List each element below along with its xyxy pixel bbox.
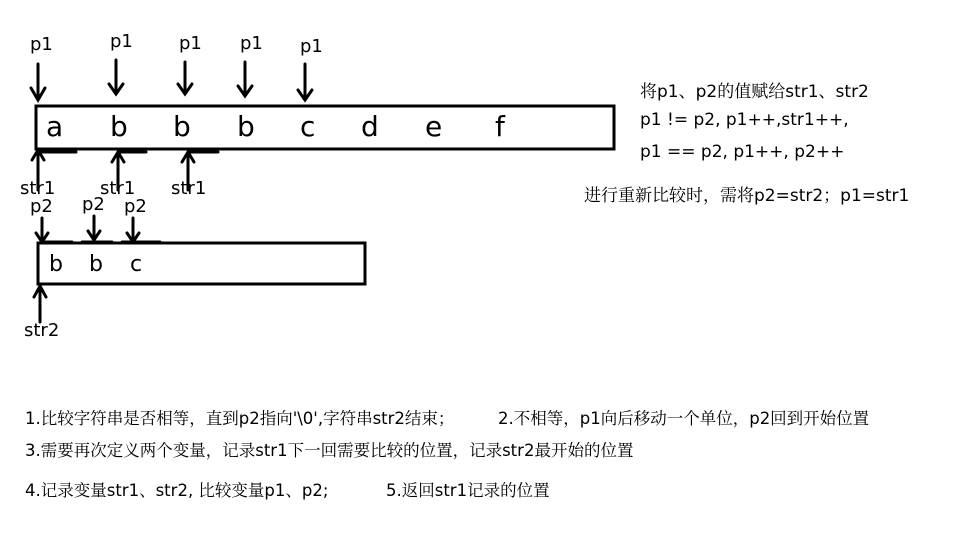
p1-label: p1 (300, 36, 323, 57)
str1-pointer-label: str1 (20, 178, 56, 199)
p2-label: p2 (82, 194, 105, 215)
p2-label: p2 (30, 196, 53, 217)
str1-pointer-label: str1 (100, 178, 136, 199)
str2-char: c (130, 252, 143, 277)
note-line: p1 != p2, p1++,str1++, (640, 110, 849, 130)
note-line: p1 == p2, p1++, p2++ (640, 142, 845, 162)
str2-label: str2 (24, 320, 60, 341)
step-3: 3.需要再次定义两个变量，记录str1下一回需要比较的位置，记录str2最开始的位置 (25, 441, 634, 460)
p1-label: p1 (30, 34, 53, 55)
note-line: 进行重新比较时，需将p2=str2；p1=str1 (584, 186, 910, 206)
str1-char: d (361, 110, 379, 143)
str1-char: c (300, 110, 316, 143)
str2-char: b (89, 252, 103, 277)
str2-char: b (49, 252, 63, 277)
note-line: 将p1、p2的值赋给str1、str2 (640, 82, 869, 102)
p2-arrows (36, 216, 160, 242)
step-1: 1.比较字符串是否相等，直到p2指向'\0',字符串str2结束； (25, 409, 455, 428)
str1-char: e (425, 110, 443, 143)
str1-char: b (110, 110, 128, 143)
p2-label: p2 (124, 196, 147, 217)
step-5: 5.返回str1记录的位置 (386, 481, 550, 500)
p1-arrows (31, 60, 312, 100)
str1-char: f (495, 110, 505, 143)
str2-box (38, 243, 365, 284)
str1-char: a (46, 110, 64, 143)
str2-arrow (34, 286, 46, 322)
str1-pointer-label: str1 (171, 178, 207, 199)
p1-label: p1 (179, 33, 202, 54)
step-2: 2.不相等，p1向后移动一个单位，p2回到开始位置 (498, 409, 870, 428)
str1-char: b (237, 110, 255, 143)
p1-label: p1 (110, 31, 133, 52)
str1-char: b (173, 110, 191, 143)
step-4: 4.记录变量str1、str2, 比较变量p1、p2; (25, 481, 329, 500)
p1-label: p1 (240, 33, 263, 54)
